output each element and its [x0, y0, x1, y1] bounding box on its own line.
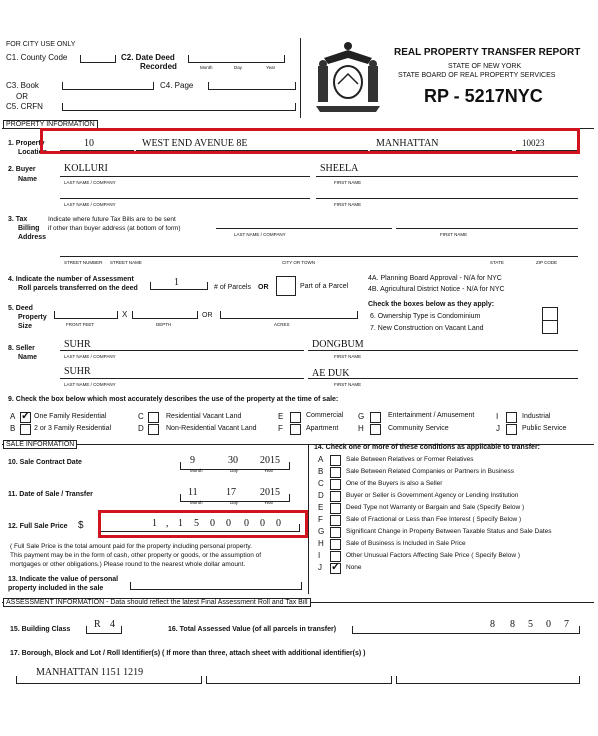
new-construction-checkbox[interactable] [542, 320, 558, 334]
condition-c-checkbox[interactable] [330, 479, 341, 490]
condition-d-checkbox[interactable] [330, 491, 341, 502]
buyer-first-caption-2: FIRST NAME [334, 202, 362, 207]
tax-note-2: if other than buyer address (at bottom of form) [48, 225, 181, 232]
property-label: 1. Property [8, 140, 45, 147]
use-d-label: Non-Residential Vacant Land [166, 425, 257, 432]
use-f-checkbox[interactable] [290, 424, 301, 435]
building-class-field[interactable] [86, 626, 122, 634]
seller-first-caption-1: FIRST NAME [334, 354, 362, 359]
full-sale-price-label: 12. Full Sale Price [8, 523, 68, 530]
for-city-use-label: FOR CITY USE ONLY [6, 41, 76, 48]
condition-a-label: Sale Between Relatives or Former Relatives [346, 456, 474, 463]
personal-property-field[interactable] [130, 582, 302, 590]
transfer-month[interactable]: 11 [188, 487, 198, 498]
use-f-label: Apartment [306, 425, 339, 432]
condition-j-check-mark: ✓ [331, 561, 341, 573]
seller-last-caption-2: LAST NAME / COMPANY [64, 382, 116, 387]
tax-zip-caption: ZIP CODE [536, 260, 558, 265]
contract-year-caption: Year [264, 468, 274, 473]
seller-last-name-1[interactable]: SUHR [64, 339, 91, 350]
year-caption: Year [266, 65, 276, 70]
property-section-header: PROPERTY INFORMATION [3, 120, 98, 129]
condition-c-label: One of the Buyers is also a Seller [346, 480, 443, 487]
sale-price-note-2: This payment may be in the form of cash, other property or goods, or the assumption of [10, 552, 262, 559]
address-label: Address [18, 234, 47, 241]
use-g-checkbox[interactable] [370, 412, 381, 423]
seller-first-name-1[interactable]: DONGBUM [312, 339, 364, 350]
use-b-label: 2 or 3 Family Residential [34, 425, 112, 432]
sale-price-digit-8[interactable]: 0 [276, 518, 281, 529]
zip-value[interactable]: 10023 [522, 138, 545, 148]
date-deed-recorded-label: Recorded [140, 62, 177, 71]
contract-year[interactable]: 2015 [260, 455, 280, 466]
condition-h-label: Sale of Business is Included in Sale Price [346, 540, 466, 547]
building-class-b[interactable]: 4 [110, 619, 115, 630]
deed-or-label: OR [202, 312, 213, 319]
use-j-checkbox[interactable] [506, 424, 517, 435]
tax-street-name-caption: STREET NAME [110, 260, 142, 265]
city-value[interactable]: MANHATTAN [376, 138, 439, 149]
state-label: STATE OF NEW YORK [448, 63, 522, 70]
part-of-parcel-checkbox[interactable] [276, 276, 296, 296]
acres-field[interactable] [220, 311, 358, 319]
buyer-last-caption-2: LAST NAME / COMPANY [64, 202, 116, 207]
c4-page-label: C4. Page [160, 81, 194, 90]
buyer-name-label: Name [18, 176, 38, 183]
use-e-label: Commercial [306, 412, 344, 419]
seller-name-label: Name [18, 354, 38, 361]
street-name-value[interactable]: WEST END AVENUE 8E [142, 138, 248, 149]
contract-month-caption: Month [190, 468, 203, 473]
new-construction-label: 7. New Construction on Vacant Land [370, 325, 484, 332]
front-feet-caption: FRONT FEET [66, 322, 95, 327]
parcels-label-2: Roll parcels transferred on the deed [18, 285, 138, 292]
use-g-label: Entertainment / Amusement [388, 412, 475, 419]
use-d-checkbox[interactable] [148, 424, 159, 435]
part-of-parcel-label: Part of a Parcel [300, 283, 349, 290]
contract-day-caption: Day [230, 468, 239, 473]
use-b-checkbox[interactable] [20, 424, 31, 435]
transfer-month-caption: Month [190, 500, 203, 505]
depth-caption: DEPTH [156, 322, 172, 327]
condition-g-label: Significant Change in Property Between Taxable Status and Sale Dates [346, 528, 552, 535]
tax-state-caption: STATE [490, 260, 504, 265]
assessed-digit-3[interactable]: 0 [546, 619, 551, 630]
use-c-checkbox[interactable] [148, 412, 159, 423]
condition-d-label: Buyer or Seller is Government Agency or Lending Institution [346, 492, 519, 499]
sale-transfer-label: 11. Date of Sale / Transfer [8, 491, 93, 498]
condition-a-checkbox[interactable] [330, 455, 341, 466]
buyer-last-caption-1: LAST NAME / COMPANY [64, 180, 116, 185]
deed-label: 5. Deed [8, 305, 33, 312]
property-location-highlight [40, 128, 580, 154]
billing-label: Billing [18, 225, 40, 232]
tax-note-1: Indicate where future Tax Bills are to be sent [48, 216, 176, 223]
assessed-digit-1[interactable]: 8 [510, 619, 515, 630]
sale-price-digit-7[interactable]: 0 [260, 518, 265, 529]
or-label: OR [16, 92, 28, 101]
personal-property-label-2: property included in the sale [8, 585, 104, 592]
total-assessed-label: 16. Total Assessed Value (of all parcels in transfer) [168, 626, 337, 633]
date-deed-label: C2. Date Deed [121, 53, 175, 62]
transfer-year[interactable]: 2015 [260, 487, 280, 498]
buyer-first-name-1[interactable]: SHEELA [320, 163, 359, 174]
date-deed-field[interactable] [188, 55, 285, 63]
use-i-checkbox[interactable] [506, 412, 517, 423]
sale-price-digit-1[interactable]: , [166, 518, 169, 529]
transfer-year-caption: Year [264, 500, 274, 505]
condition-f-label: Sale of Fractional or Less than Fee Interest ( Specify Below ) [346, 516, 522, 523]
conditions-label: 14. Check one or more of these conditions as applicable to transfer: [314, 444, 540, 451]
county-code-field[interactable] [80, 55, 116, 63]
deed-property-label: Property [18, 314, 47, 321]
tax-label: 3. Tax [8, 216, 28, 223]
ny-state-seal-icon [312, 40, 384, 116]
crfn-field[interactable] [62, 103, 296, 111]
seller-label: 8. Seller [8, 345, 35, 352]
use-a-label: One Family Residential [34, 413, 107, 420]
sale-price-digit-2[interactable]: 1 [178, 518, 183, 529]
contract-month[interactable]: 9 [190, 455, 195, 466]
use-label: 9. Check the box below which most accurately describes the use of the property at the time of sale: [8, 396, 339, 403]
use-h-label: Community Service [388, 425, 449, 432]
form-number: RP - 5217NYC [424, 86, 543, 106]
sale-price-highlight [98, 510, 308, 538]
acres-caption: ACRES [274, 322, 290, 327]
use-e-checkbox[interactable] [290, 412, 301, 423]
condominium-label: 6. Ownership Type is Condominium [370, 313, 481, 320]
contract-day[interactable]: 30 [228, 455, 238, 466]
condition-e-label: Deed Type not Warranty or Bargain and Sale (Specify Below ) [346, 504, 525, 511]
seller-last-caption-1: LAST NAME / COMPANY [64, 354, 116, 359]
book-field[interactable] [62, 82, 154, 90]
sale-price-digit-3[interactable]: 5 [194, 518, 199, 529]
condition-i-label: Other Unusual Factors Affecting Sale Price ( Specify Below ) [346, 552, 521, 559]
front-feet-field[interactable] [54, 311, 118, 319]
personal-property-label-1: 13. Indicate the value of personal [8, 576, 119, 583]
deed-x-label: X [122, 310, 128, 319]
block-lot-field-2[interactable] [206, 676, 392, 684]
condition-f-checkbox[interactable] [330, 515, 341, 526]
building-class-label: 15. Building Class [10, 626, 71, 633]
parcels-or-label: OR [258, 284, 269, 291]
buyer-last-name-1[interactable]: KOLLURI [64, 163, 108, 174]
crfn-label: C5. CRFN [6, 102, 43, 111]
buyer-label: 2. Buyer [8, 166, 36, 173]
sale-price-note-1: ( Full Sale Price is the total amount paid for the property including personal property. [10, 543, 252, 550]
depth-field[interactable] [132, 311, 198, 319]
month-caption: Month [200, 65, 213, 70]
assessed-digit-2[interactable]: 5 [528, 619, 533, 630]
sale-price-digit-5[interactable]: 0 [226, 518, 231, 529]
block-lot-value[interactable]: MANHATTAN 1151 1219 [36, 667, 144, 678]
use-c-label: Residential Vacant Land [166, 413, 242, 420]
condominium-checkbox[interactable] [542, 307, 558, 321]
book-label: C3. Book [6, 81, 39, 90]
seller-first-caption-2: FIRST NAME [334, 382, 362, 387]
sale-price-digit-0[interactable]: 1 [152, 518, 157, 529]
tax-city-caption: CITY OR TOWN [282, 260, 316, 265]
agricultural-label: 4B. Agricultural District Notice - N/A for NYC [368, 286, 505, 293]
condition-g-checkbox[interactable] [330, 527, 341, 538]
form-title: REAL PROPERTY TRANSFER REPORT [394, 47, 581, 58]
condition-j-label: None [346, 564, 362, 571]
use-h-checkbox[interactable] [370, 424, 381, 435]
seller-last-name-2[interactable]: SUHR [64, 366, 91, 377]
parcels-label-1: 4. Indicate the number of Assessment [8, 276, 134, 283]
condition-e-checkbox[interactable] [330, 503, 341, 514]
condition-h-checkbox[interactable] [330, 539, 341, 550]
block-lot-label: 17. Borough, Block and Lot / Roll Identifier(s) ( If more than three, attach sheet with additional identifier(s) ) [10, 650, 366, 657]
parcels-count-field[interactable] [150, 282, 208, 290]
building-class-a[interactable]: R [94, 619, 101, 630]
condition-b-checkbox[interactable] [330, 467, 341, 478]
street-number-value[interactable]: 10 [84, 138, 94, 149]
tax-last-caption: LAST NAME / COMPANY [234, 232, 286, 237]
assessment-section-header: ASSESSMENT INFORMATION - Data should reflect the latest Final Assessment Roll and Tax Bill [3, 598, 311, 607]
county-code-label: C1. County Code [6, 53, 68, 62]
transfer-day[interactable]: 17 [226, 487, 236, 498]
location-label: Location [18, 149, 48, 156]
use-j-label: Public Service [522, 425, 567, 432]
parcels-count-value[interactable]: 1 [174, 277, 179, 288]
dollar-sign: $ [78, 520, 84, 531]
use-a-check-mark: ✓ [21, 410, 31, 422]
use-i-label: Industrial [522, 413, 551, 420]
tax-first-caption: FIRST NAME [440, 232, 468, 237]
sale-contract-label: 10. Sale Contract Date [8, 459, 82, 466]
day-caption: Day [234, 65, 243, 70]
num-parcels-label: # of Parcels [214, 284, 251, 291]
page-field[interactable] [208, 82, 296, 90]
condition-b-label: Sale Between Related Companies or Partners in Business [346, 468, 515, 475]
buyer-first-caption-1: FIRST NAME [334, 180, 362, 185]
tax-street-caption: STREET NUMBER [64, 260, 103, 265]
deed-size-label: Size [18, 323, 33, 330]
sale-section-header: SALE INFORMATION [3, 440, 77, 449]
planning-board-label: 4A. Planning Board Approval - N/A for NYC [368, 275, 502, 282]
block-lot-field-1[interactable] [16, 676, 202, 684]
assessed-digit-0[interactable]: 8 [490, 619, 495, 630]
board-label: STATE BOARD OF REAL PROPERTY SERVICES [398, 72, 556, 79]
sale-price-digit-6[interactable]: 0 [244, 518, 249, 529]
sale-price-digit-4[interactable]: 0 [210, 518, 215, 529]
check-boxes-apply-label: Check the boxes below as they apply: [368, 301, 495, 308]
assessed-digit-4[interactable]: 7 [564, 619, 569, 630]
sale-price-note-3: mortgages or other obligations.) Please round to the nearest whole dollar amount. [10, 561, 246, 568]
block-lot-field-3[interactable] [396, 676, 580, 684]
seller-first-name-2[interactable]: AE DUK [312, 368, 350, 379]
transfer-day-caption: Day [230, 500, 239, 505]
